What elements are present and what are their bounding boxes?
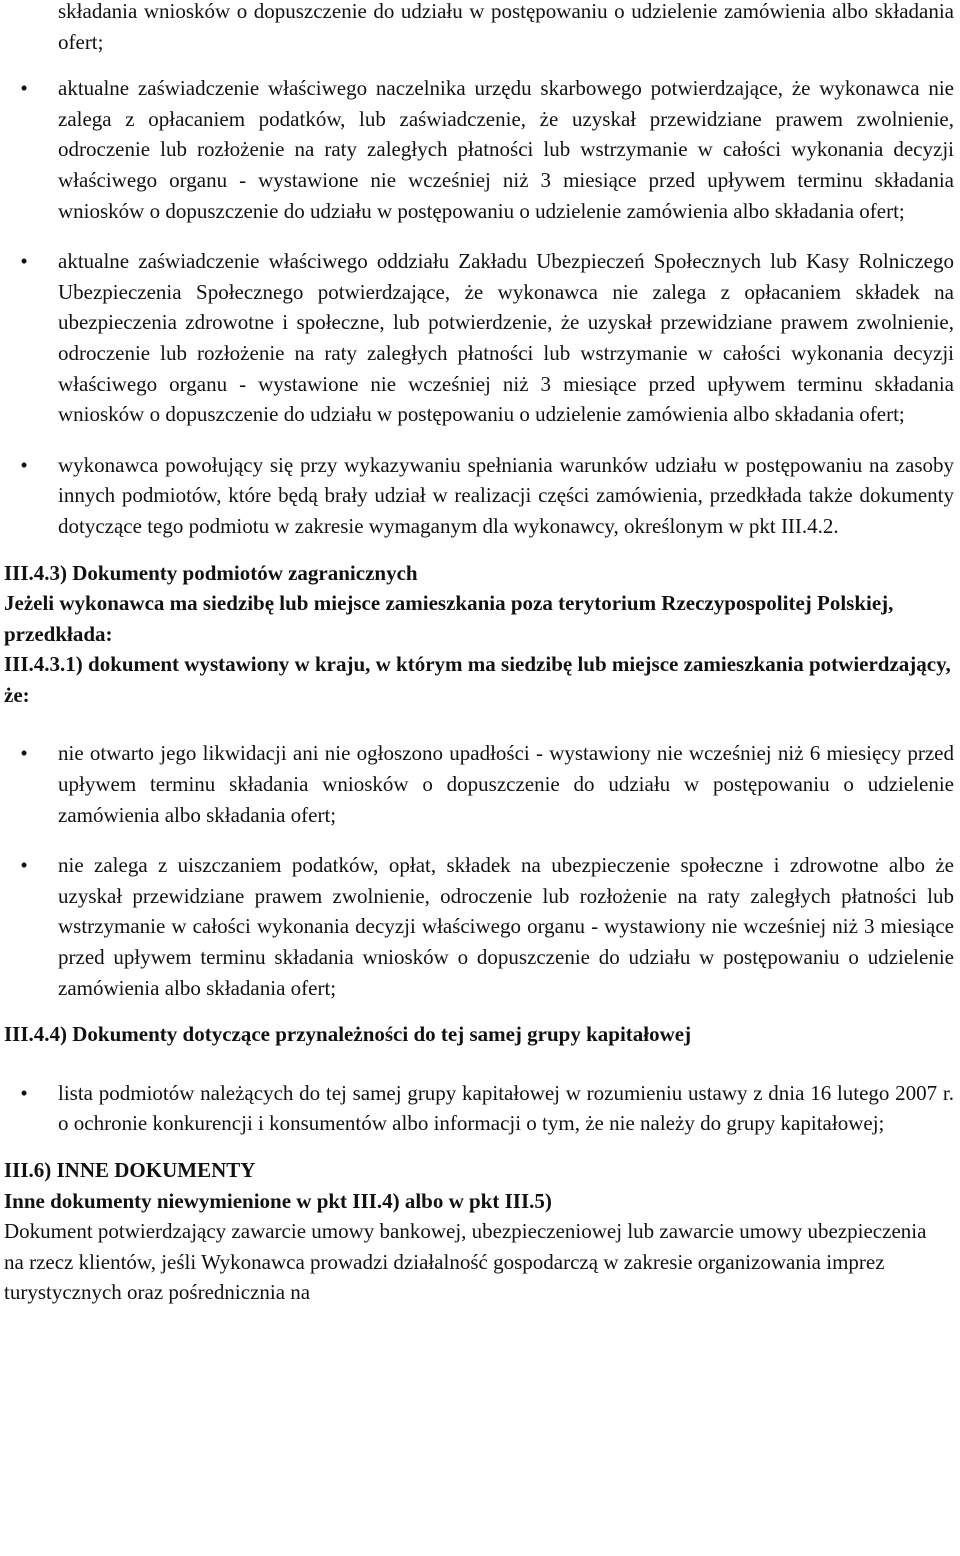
list-item bbox=[0, 73, 960, 226]
subsection-heading: III.4.3.1) dokument wystawiony w kraju, w którym ma siedzibę lub miejsce zamieszkania potwierdzający, że: bbox=[4, 652, 951, 707]
list-item bbox=[0, 850, 960, 1003]
section-intro: Jeżeli wykonawca ma siedzibę lub miejsce zamieszkania poza terytorium Rzeczypospolitej Polskiej, przedkłada: bbox=[4, 591, 894, 646]
list-item-text: aktualne zaświadczenie właściwego naczelnika urzędu skarbowego potwierdzające, że wykonawca nie zalega z opłacaniem podatków, lub zaświadczenie, że uzyskał przewidziane prawem zwolnienie, odroczenie lub rozłożenie na raty zaległych płatności lub wstrzymanie w całości wykonania decyzji właściwego organu - wystawione nie wcześniej niż 3 miesiące przed upływem terminu składania wniosków o dopuszczenie do udziału w postępowaniu o udzielenie zamówienia albo składania ofert; bbox=[58, 76, 954, 223]
list-item-text: lista podmiotów należących do tej samej grupy kapitałowej w rozumieniu ustawy z dnia 16 lutego 2007 r. o ochronie konkurencji i konsumentów albo informacji o tym, że nie należy do grupy kapitałowej; bbox=[58, 1080, 954, 1136]
bullet-icon: • bbox=[20, 452, 28, 477]
list-item-text: nie zalega z uiszczaniem podatków, opłat, składek na ubezpieczenie społeczne i zdrowotne albo że uzyskał przewidziane prawem zwolnienie, odroczenie lub rozłożenie na raty zaległych płatności lub wstrzymanie w całości wykonania decyzji właściwego organu - wystawiony nie wcześniej niż 3 miesiące przed upływem terminu składania wniosków o dopuszczenie do udziału w postępowaniu o udzielenie zamówienia albo składania ofert; bbox=[58, 853, 954, 1000]
list-item bbox=[0, 246, 960, 430]
bullet-icon: • bbox=[20, 1080, 28, 1105]
bullet-icon: • bbox=[20, 76, 28, 101]
list-item bbox=[0, 1078, 960, 1139]
body-paragraph: Dokument potwierdzający zawarcie umowy bankowej, ubezpieczeniowej lub zawarcie umowy ubezpieczenia na rzecz klientów, jeśli Wykonawca prowadzi działalność gospodarczą w zakresie organizowania imprez turystycznych oraz pośrednicznia na bbox=[4, 1219, 927, 1305]
continuation-paragraph: składania wniosków o dopuszczenie do udziału w postępowaniu o udzielenie zamówienia albo składania ofert; bbox=[58, 0, 954, 54]
list-item-text: wykonawca powołujący się przy wykazywaniu spełniania warunków udziału w postępowaniu na zasoby innych podmiotów, które będą brały udział w realizacji części zamówienia, przedkłada także dokumenty dotyczące tego podmiotu w zakresie wymaganym dla wykonawcy, określonym w pkt III.4.2. bbox=[58, 452, 954, 538]
list-item-text: aktualne zaświadczenie właściwego oddziału Zakładu Ubezpieczeń Społecznych lub Kasy Rolniczego Ubezpieczenia Społecznego potwierdzające, że wykonawca nie zalega z opłacaniem składek na ubezpieczenia zdrowotne i społeczne, lub potwierdzenie, że uzyskał przewidziane prawem zwolnienie, odroczenie lub rozłożenie na raty zaległych płatności lub wstrzymanie w całości wykonania decyzji właściwego organu - wystawione nie wcześniej niż 3 miesiące przed upływem terminu składania wniosków o dopuszczenie do udziału w postępowaniu o udzielenie zamówienia albo składania ofert; bbox=[58, 249, 954, 427]
section-heading: III.6) INNE DOKUMENTY bbox=[4, 1158, 256, 1182]
bullet-icon: • bbox=[20, 853, 28, 878]
list-item-text: nie otwarto jego likwidacji ani nie ogłoszono upadłości - wystawiony nie wcześniej niż 6 miesięcy przed upływem terminu składania wniosków o dopuszczenie do udziału w postępowaniu o udzielenie zamówienia albo składania ofert; bbox=[58, 741, 954, 827]
bullet-icon: • bbox=[20, 741, 28, 766]
section-heading: III.4.4) Dokumenty dotyczące przynależności do tej samej grupy kapitałowej bbox=[4, 1022, 692, 1047]
list-item bbox=[0, 450, 960, 542]
section-heading: III.4.3) Dokumenty podmiotów zagranicznych bbox=[4, 560, 418, 585]
list-item bbox=[0, 738, 960, 830]
bullet-icon: • bbox=[20, 249, 28, 274]
section-subtitle: Inne dokumenty niewymienione w pkt III.4) albo w pkt III.5) bbox=[4, 1188, 552, 1213]
